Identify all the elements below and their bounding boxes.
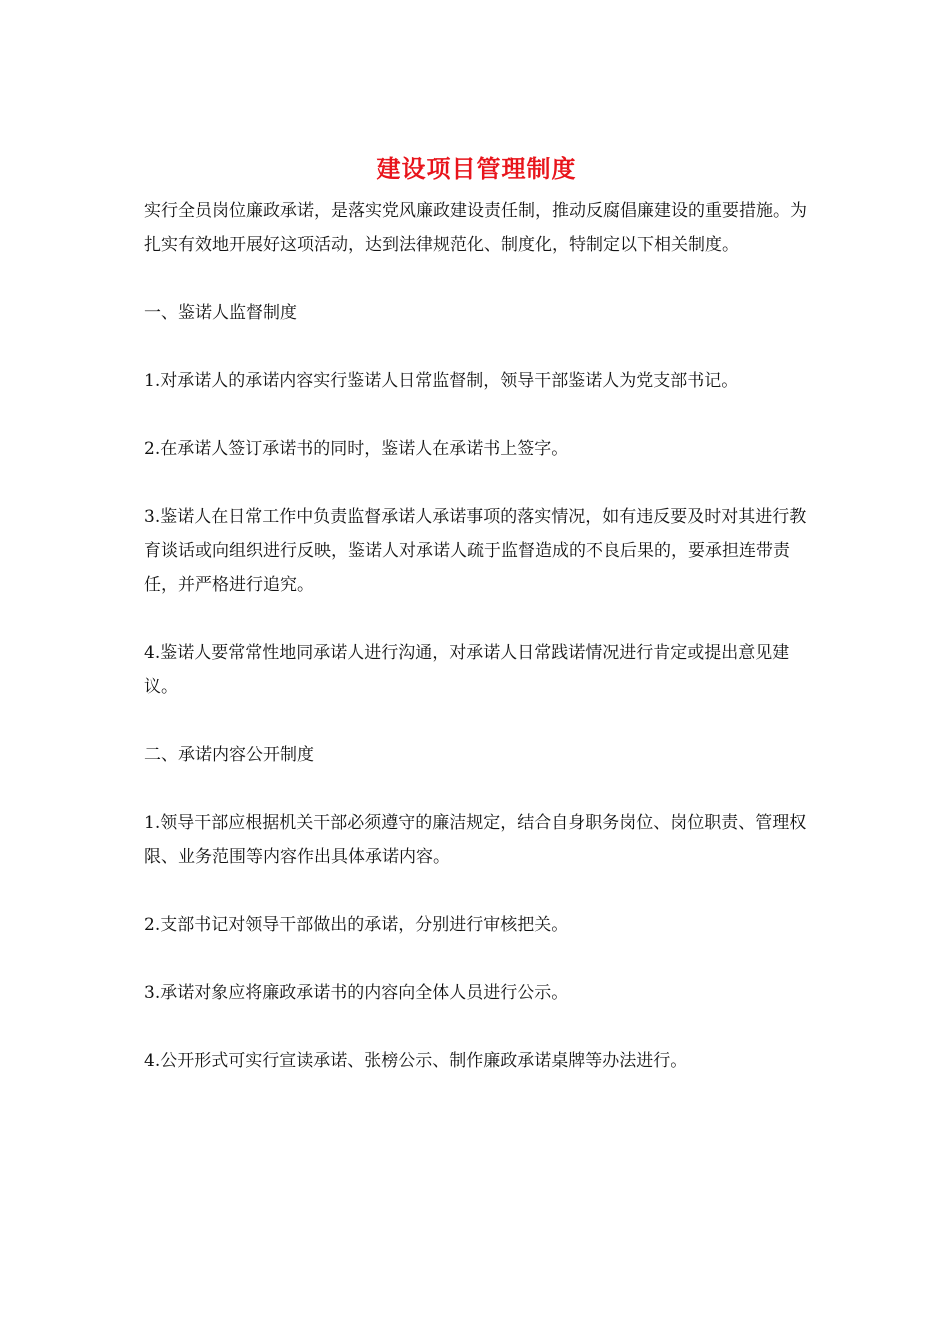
document-page bbox=[144, 150, 809, 1078]
section-1-item-1: 1.对承诺人的承诺内容实行鉴诺人日常监督制，领导干部鉴诺人为党支部书记。 bbox=[144, 371, 739, 391]
section-heading-2: 二、承诺内容公开制度 bbox=[144, 745, 314, 765]
section-2-item-4: 4.公开形式可实行宣读承诺、张榜公示、制作廉政承诺桌牌等办法进行。 bbox=[144, 1051, 688, 1071]
intro-paragraph: 实行全员岗位廉政承诺，是落实党风廉政建设责任制，推动反腐倡廉建设的重要措施。为扎实有效地开展好这项活动，达到法律规范化、制度化，特制定以下相关制度。 bbox=[144, 201, 807, 255]
section-1-item-2: 2.在承诺人签订承诺书的同时，鉴诺人在承诺书上签字。 bbox=[144, 439, 569, 459]
section-2-item-2: 2.支部书记对领导干部做出的承诺，分别进行审核把关。 bbox=[144, 915, 569, 935]
section-1-item-4: 4.鉴诺人要常常性地同承诺人进行沟通，对承诺人日常践诺情况进行肯定或提出意见建议。 bbox=[144, 643, 790, 697]
section-heading-1: 一、鉴诺人监督制度 bbox=[144, 303, 297, 323]
document-title: 建设项目管理制度 bbox=[376, 154, 577, 183]
section-2-item-1: 1.领导干部应根据机关干部必须遵守的廉洁规定，结合自身职务岗位、岗位职责、管理权限、业务范围等内容作出具体承诺内容。 bbox=[144, 813, 807, 867]
section-1-item-3: 3.鉴诺人在日常工作中负责监督承诺人承诺事项的落实情况，如有违反要及时对其进行教育谈话或向组织进行反映，鉴诺人对承诺人疏于监督造成的不良后果的，要承担连带责任，并严格进行追究。 bbox=[144, 507, 807, 595]
section-2-item-3: 3.承诺对象应将廉政承诺书的内容向全体人员进行公示。 bbox=[144, 983, 569, 1003]
